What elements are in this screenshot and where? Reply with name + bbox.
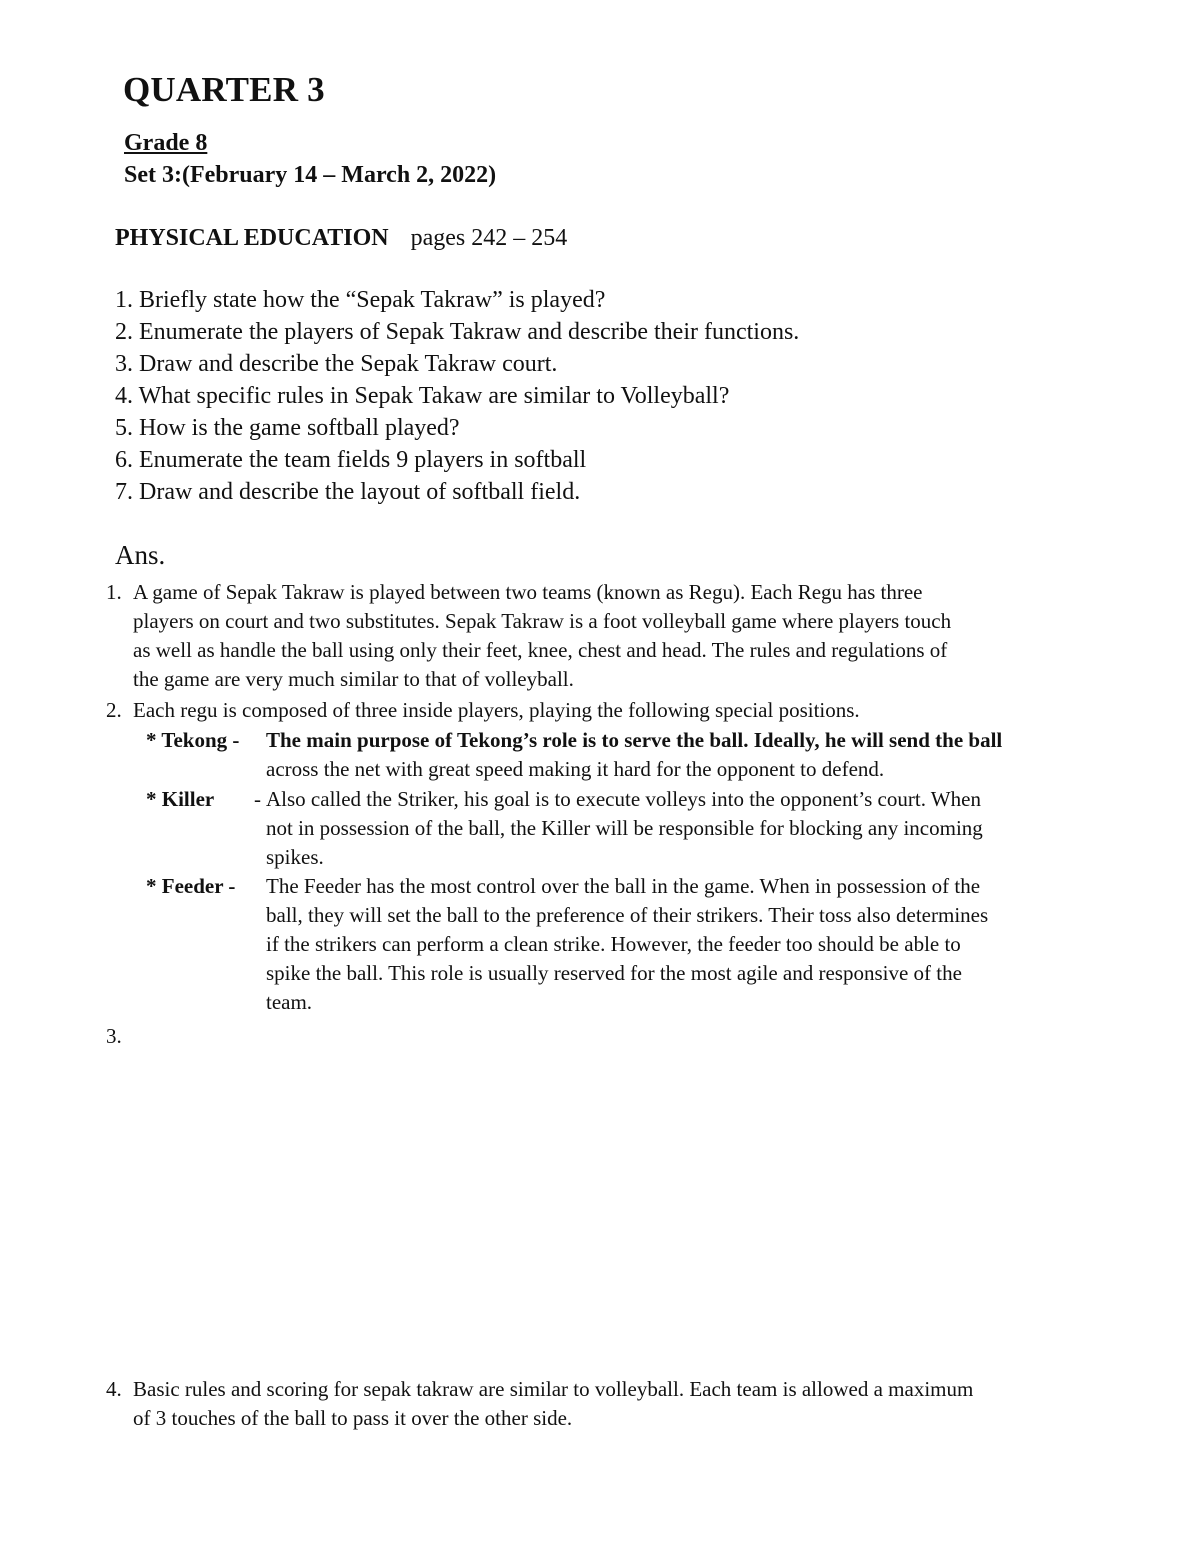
role-feeder-line: team. <box>266 990 313 1014</box>
question-item: 6. Enumerate the team fields 9 players in softball <box>115 447 587 473</box>
answer-1-line: A game of Sepak Takraw is played between two teams (known as Regu). Each Regu has three <box>133 580 923 604</box>
answer-1-line: as well as handle the ball using only their feet, knee, chest and head. The rules and regulations of <box>133 638 948 662</box>
question-item: 5. How is the game softball played? <box>115 415 460 441</box>
answers-label: Ans. <box>115 540 166 570</box>
subject-line <box>115 225 567 252</box>
question-item: 3. Draw and describe the Sepak Takraw court. <box>115 351 558 377</box>
question-item: 2. Enumerate the players of Sepak Takraw and describe their functions. <box>115 319 800 345</box>
subject-pages: pages 242 – 254 <box>410 225 568 251</box>
role-tekong-label: * Tekong - <box>146 728 240 752</box>
role-killer-line: Also called the Striker, his goal is to execute volleys into the opponent’s court. When <box>266 787 981 811</box>
question-item: 1. Briefly state how the “Sepak Takraw” is played? <box>115 287 606 313</box>
set-heading: Set 3:(February 14 – March 2, 2022) <box>124 162 497 188</box>
answer-1-line: players on court and two substitutes. Sepak Takraw is a foot volleyball game where players touch <box>133 609 952 633</box>
role-killer-dash: - <box>254 787 261 811</box>
question-item: 7. Draw and describe the layout of softball field. <box>115 479 581 505</box>
role-killer-line: not in possession of the ball, the Killer will be responsible for blocking any incoming <box>266 816 983 840</box>
role-killer-label: * Killer <box>146 787 215 811</box>
answer-2-intro: Each regu is composed of three inside players, playing the following special positions. <box>133 698 860 722</box>
role-feeder-line: ball, they will set the ball to the preference of their strikers. Their toss also determines <box>266 903 989 927</box>
answer-number: 4. <box>106 1377 122 1401</box>
document-title: QUARTER 3 <box>123 70 325 109</box>
answer-4-line: Basic rules and scoring for sepak takraw are similar to volleyball. Each team is allowed a maximum <box>133 1377 974 1401</box>
role-tekong-line: The main purpose of Tekong’s role is to serve the ball. Ideally, he will send the ball <box>266 728 1003 752</box>
role-feeder-line: The Feeder has the most control over the ball in the game. When in possession of the <box>266 874 981 898</box>
answer-number: 1. <box>106 580 122 604</box>
role-tekong-line: across the net with great speed making it hard for the opponent to defend. <box>266 757 885 781</box>
answer-number: 3. <box>106 1024 122 1048</box>
answer-number: 2. <box>106 698 122 722</box>
role-feeder-line: if the strikers can perform a clean strike. However, the feeder too should be able to <box>266 932 961 956</box>
answer-1-line: the game are very much similar to that of volleyball. <box>133 667 574 691</box>
role-feeder-label: * Feeder - <box>146 874 236 898</box>
subject-name: PHYSICAL EDUCATION <box>115 225 389 251</box>
question-item: 4. What specific rules in Sepak Takaw are similar to Volleyball? <box>115 383 730 409</box>
grade-heading: Grade 8 <box>124 130 208 156</box>
role-killer-line: spikes. <box>266 845 324 869</box>
role-feeder-line: spike the ball. This role is usually reserved for the most agile and responsive of the <box>266 961 962 985</box>
answer-4-line: of 3 touches of the ball to pass it over the other side. <box>133 1406 573 1430</box>
